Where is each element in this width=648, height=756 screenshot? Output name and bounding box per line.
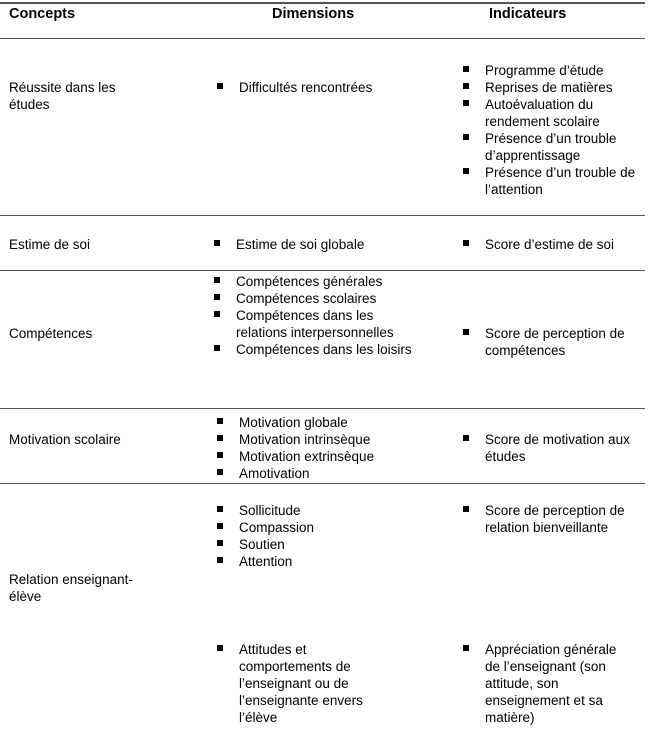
square-bullet-icon [217,435,223,441]
list-item: Compassion [211,519,411,536]
list-item: Programme d’étude [457,62,642,79]
list-item: Attention [211,553,411,570]
square-bullet-icon [214,294,220,300]
square-bullet-icon [217,540,223,546]
list-item: Score d’estime de soi [457,236,642,253]
concept-cell: Réussite dans les études [9,80,116,112]
square-bullet-icon [217,418,223,424]
square-bullet-icon [463,506,469,512]
list-item: Motivation extrinsèque [211,448,426,465]
square-bullet-icon [217,452,223,458]
list-item: Motivation intrinsèque [211,431,426,448]
concept-cell: Relation enseignant-élève [9,572,133,604]
header-concepts: Concepts [9,6,76,22]
list-item: Difficultés rencontrées [211,79,411,96]
row-divider [0,215,645,216]
indicateurs-list [457,502,632,536]
square-bullet-icon [217,83,223,89]
square-bullet-icon [217,557,223,563]
list-item: Soutien [211,536,411,553]
list-item: Attitudes et comportements de l’enseignant ou de l’enseignante envers l’élève [211,641,401,726]
list-item: Compétences dans les loisirs [208,341,423,358]
list-item: Sollicitude [211,502,411,519]
square-bullet-icon [463,83,469,89]
square-bullet-icon [463,66,469,72]
indicateurs-list [457,431,642,465]
list-item: Autoévaluation du rendement scolaire [457,96,642,130]
list-item: Reprises de matières [457,79,642,96]
list-item: Compétences dans les relations interpersonnelles [208,307,423,341]
dimensions-list [208,236,428,253]
list-item: Score de motivation aux études [457,431,642,465]
list-item: Score de perception de relation bienveillante [457,502,632,536]
square-bullet-icon [217,469,223,475]
list-item: Compétences générales [208,273,423,290]
square-bullet-icon [217,506,223,512]
square-bullet-icon [217,523,223,529]
row-divider [0,483,645,484]
indicateurs-list [457,641,632,726]
square-bullet-icon [463,240,469,246]
square-bullet-icon [214,277,220,283]
indicateurs-list [457,62,642,198]
header-bottom-rule [0,38,645,39]
square-bullet-icon [214,311,220,317]
header-indicateurs: Indicateurs [489,6,567,22]
row-divider [0,270,645,271]
square-bullet-icon [214,240,220,246]
list-item: Présence d’un trouble de l’attention [457,164,642,198]
list-item: Estime de soi globale [208,236,428,253]
row-divider [0,408,645,409]
square-bullet-icon [463,329,469,335]
indicateurs-list [457,236,642,253]
square-bullet-icon [214,345,220,351]
concept-cell: Estime de soi [9,237,91,252]
list-item: Motivation globale [211,414,426,431]
dimensions-list [208,273,423,358]
square-bullet-icon [217,645,223,651]
concept-cell: Compétences [9,326,93,341]
concept-cell: Motivation scolaire [9,432,121,447]
dimensions-list [211,414,426,482]
dimensions-list [211,79,411,96]
dimensions-list [211,641,401,726]
indicateurs-list [457,325,642,359]
dimensions-list [211,502,411,570]
table-top-rule [0,2,645,4]
list-item: Amotivation [211,465,426,482]
header-dimensions: Dimensions [272,6,355,22]
square-bullet-icon [463,100,469,106]
square-bullet-icon [463,168,469,174]
list-item: Compétences scolaires [208,290,423,307]
square-bullet-icon [463,435,469,441]
square-bullet-icon [463,645,469,651]
list-item: Appréciation générale de l’enseignant (son attitude, son enseignement et sa matière) [457,641,632,726]
list-item: Présence d’un trouble d’apprentissage [457,130,642,164]
square-bullet-icon [463,134,469,140]
list-item: Score de perception de compétences [457,325,642,359]
